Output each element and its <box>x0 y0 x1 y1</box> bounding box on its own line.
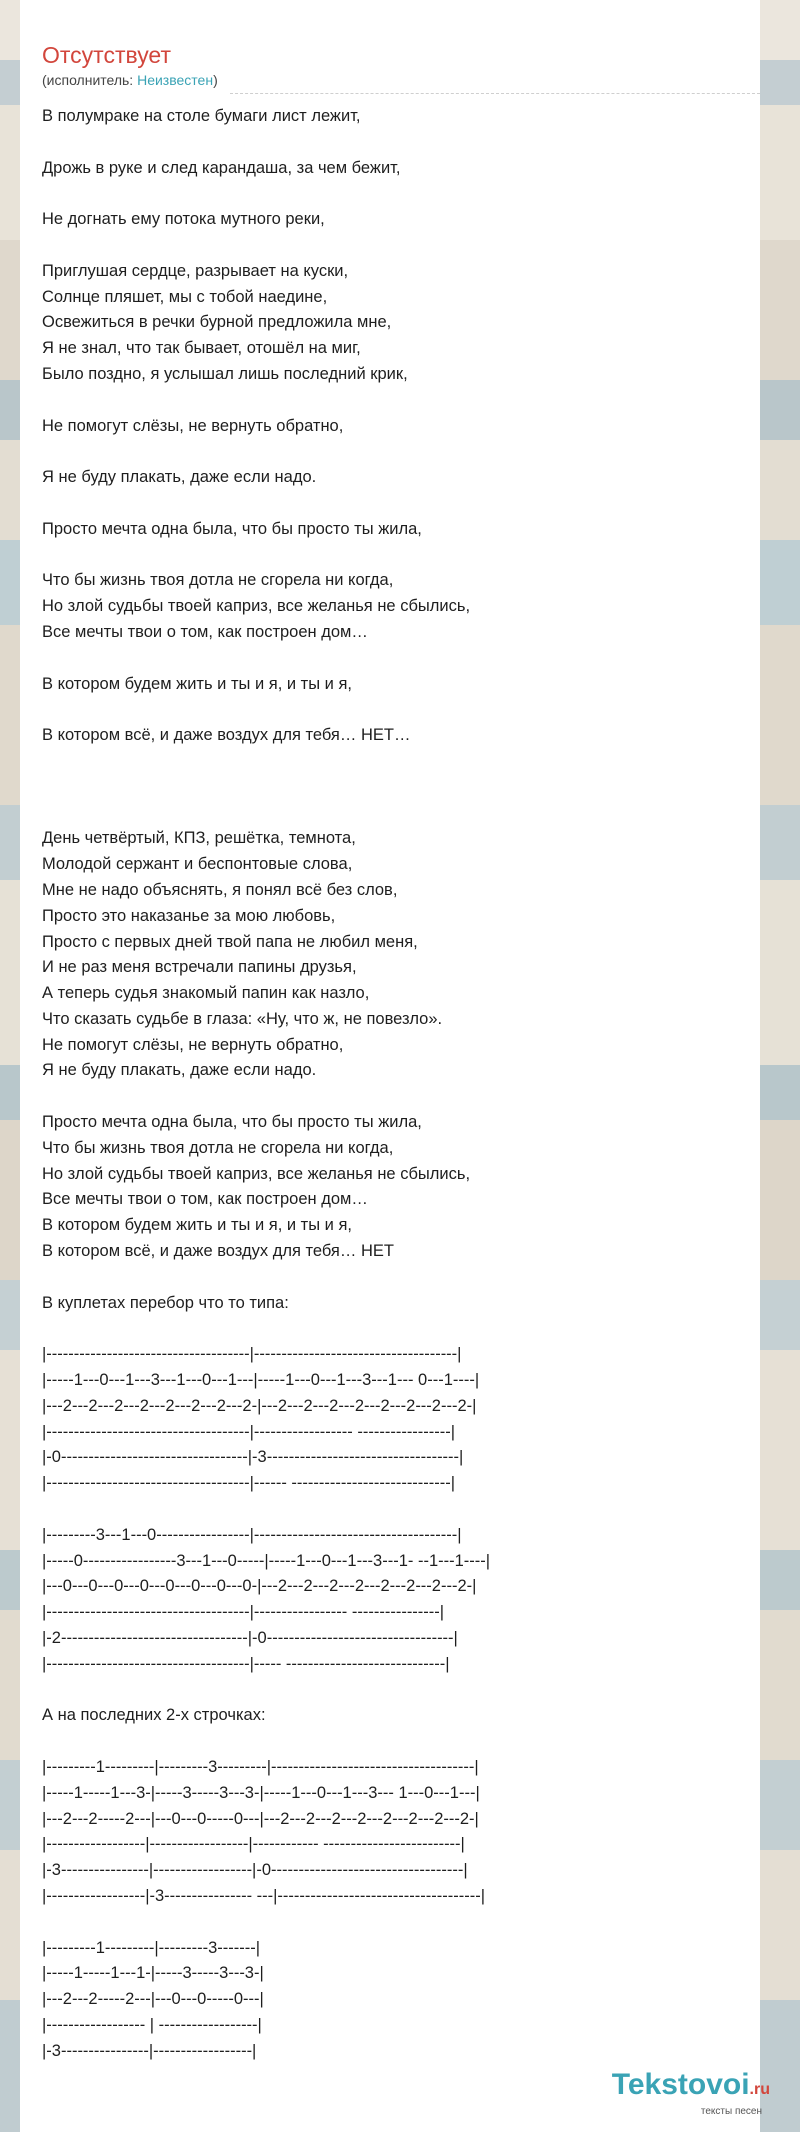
lyric-line: |-3----------------|------------------| <box>42 2041 257 2060</box>
lyric-line: Не помогут слёзы, не вернуть обратно, <box>42 416 344 435</box>
lyric-line: |-------------------------------------|----------------- ----------------| <box>42 1603 445 1622</box>
lyric-line: Но злой судьбы твоей каприз, все желанья не сбылись, <box>42 1164 471 1183</box>
lyric-line: В котором будем жить и ты и я, и ты и я, <box>42 674 352 693</box>
lyric-line: Мне не надо объяснять, я понял всё без слов, <box>42 880 398 899</box>
lyric-line: Просто это наказанье за мою любовь, <box>42 906 336 925</box>
lyric-line: |-------------------------------------|-------------------------------------| <box>42 1345 462 1364</box>
lyric-line: |---2---2---2---2---2---2---2---2-|---2---2---2---2---2---2---2---2-| <box>42 1396 477 1415</box>
lyric-line: Просто с первых дней твой папа не любил меня, <box>42 932 418 951</box>
lyric-line: Не помогут слёзы, не вернуть обратно, <box>42 1035 344 1054</box>
artist-suffix: ) <box>213 72 218 88</box>
lyric-line <box>42 181 742 207</box>
lyric-line: |-----1-----1---1-|-----3-----3---3-| <box>42 1964 264 1983</box>
header-divider <box>230 93 760 94</box>
lyric-line <box>42 1316 742 1342</box>
lyric-line <box>42 749 742 775</box>
lyric-line: Что бы жизнь твоя дотла не сгорела ни когда, <box>42 1138 394 1157</box>
lyric-line: Не догнать ему потока мутного реки, <box>42 210 325 229</box>
lyric-line: |------------------|-3---------------- ---|-------------------------------------| <box>42 1886 486 1905</box>
lyric-line: |---------1---------|---------3---------|-------------------------------------| <box>42 1758 479 1776</box>
lyric-line: Дрожь в руке и след карандаша, за чем бежит, <box>42 158 401 177</box>
lyric-line: |---------3---1---0-----------------|-------------------------------------| <box>42 1525 462 1544</box>
logo-tagline: тексты песен <box>700 2106 762 2117</box>
lyric-line: |---2---2-----2---|---0---0-----0---|---2---2---2---2---2---2---2---2-| <box>42 1809 479 1828</box>
lyric-line: |---------1---------|---------3-------| <box>42 1938 261 1957</box>
lyric-line: И не раз меня встречали папины друзья, <box>42 958 357 977</box>
song-title: Отсутствует <box>42 42 171 68</box>
site-logo[interactable] <box>570 2068 770 2124</box>
lyric-line <box>42 1497 742 1523</box>
lyric-line <box>42 491 742 517</box>
lyric-line: |------------------|------------------|------------ -------------------------| <box>42 1835 465 1854</box>
lyric-line: |-----1-----1---3-|-----3-----3---3-|-----1---0---1---3--- 1---0---1---| <box>42 1783 480 1802</box>
lyric-line: |---0---0---0---0---0---0---0---0-|---2---2---2---2---2---2---2---2-| <box>42 1577 477 1596</box>
lyric-line: Освежиться в речки бурной предложила мне, <box>42 313 392 332</box>
lyric-line <box>42 1084 742 1110</box>
lyric-line: |-------------------------------------|----- -----------------------------| <box>42 1654 450 1673</box>
lyric-line <box>42 1265 742 1291</box>
lyric-line: |-------------------------------------|------------------ -----------------| <box>42 1422 456 1441</box>
lyric-line: Солнце пляшет, мы с тобой наедине, <box>42 287 328 306</box>
lyric-line: Все мечты твои о том, как построен дом… <box>42 622 368 641</box>
lyric-line: В котором всё, и даже воздух для тебя… НЕТ <box>42 1242 394 1261</box>
lyric-line: |-2----------------------------------|-0----------------------------------| <box>42 1629 458 1648</box>
lyric-line: Приглушая сердце, разрывает на куски, <box>42 261 349 280</box>
lyric-line: Но злой судьбы твоей каприз, все желанья не сбылись, <box>42 597 471 616</box>
lyric-line: |-------------------------------------|------ -----------------------------| <box>42 1474 456 1493</box>
lyric-line: Все мечты твои о том, как построен дом… <box>42 1190 368 1209</box>
lyric-line: |-----0-----------------3---1---0-----|-----1---0---1---3---1- --1---1----| <box>42 1551 491 1570</box>
lyric-line: В куплетах перебор что то типа: <box>42 1293 289 1312</box>
lyric-line: Я не знал, что так бывает, отошёл на миг, <box>42 339 361 358</box>
lyric-line: |-3----------------|------------------|-0-----------------------------------| <box>42 1861 468 1880</box>
lyric-line: Я не буду плакать, даже если надо. <box>42 1061 317 1080</box>
artist-line <box>42 72 218 88</box>
lyric-line: Что бы жизнь твоя дотла не сгорела ни когда, <box>42 571 394 590</box>
lyric-line: Просто мечта одна была, что бы просто ты жила, <box>42 1113 422 1132</box>
lyric-line <box>42 646 742 672</box>
lyric-line: |------------------ | ------------------| <box>42 2015 262 2034</box>
lyric-line: Молодой сержант и беспонтовые слова, <box>42 855 353 874</box>
lyric-line <box>42 775 742 801</box>
lyric-line: В полумраке на столе бумаги лист лежит, <box>42 107 361 125</box>
logo-name: Tekstovoi <box>611 2068 750 2101</box>
artist-prefix: (исполнитель: <box>42 72 138 88</box>
lyric-line <box>42 130 742 156</box>
artist-link[interactable]: Неизвестен <box>137 72 214 88</box>
lyric-line <box>42 543 742 569</box>
lyric-line <box>42 1729 742 1755</box>
lyric-line <box>42 697 742 723</box>
lyric-line <box>42 233 742 259</box>
lyric-line <box>42 439 742 465</box>
lyric-line: А на последних 2-х строчках: <box>42 1706 266 1725</box>
lyric-line: Я не буду плакать, даже если надо. <box>42 468 317 487</box>
lyric-line <box>42 1678 742 1704</box>
lyric-line: Что сказать судьбе в глаза: «Ну, что ж, не повезло». <box>42 1009 443 1028</box>
lyric-line <box>42 388 742 414</box>
lyric-line: |-0----------------------------------|-3-----------------------------------| <box>42 1448 464 1467</box>
lyric-line: |-----1---0---1---3---1---0---1---|-----1---0---1---3---1--- 0---1----| <box>42 1371 480 1390</box>
lyric-line: В котором будем жить и ты и я, и ты и я, <box>42 1216 352 1235</box>
lyrics-text <box>42 104 742 2065</box>
lyric-line: А теперь судья знакомый папин как назло, <box>42 984 370 1003</box>
lyric-line <box>42 801 742 827</box>
lyric-line: В котором всё, и даже воздух для тебя… НЕТ… <box>42 726 411 745</box>
lyric-line: Просто мечта одна была, что бы просто ты жила, <box>42 519 422 538</box>
lyric-line: День четвёртый, КПЗ, решётка, темнота, <box>42 829 356 848</box>
lyric-line: |---2---2-----2---|---0---0-----0---| <box>42 1990 264 2009</box>
logo-tld: .ru <box>749 2081 770 2098</box>
lyric-line: Было поздно, я услышал лишь последний крик, <box>42 364 408 383</box>
lyric-line <box>42 1910 742 1936</box>
